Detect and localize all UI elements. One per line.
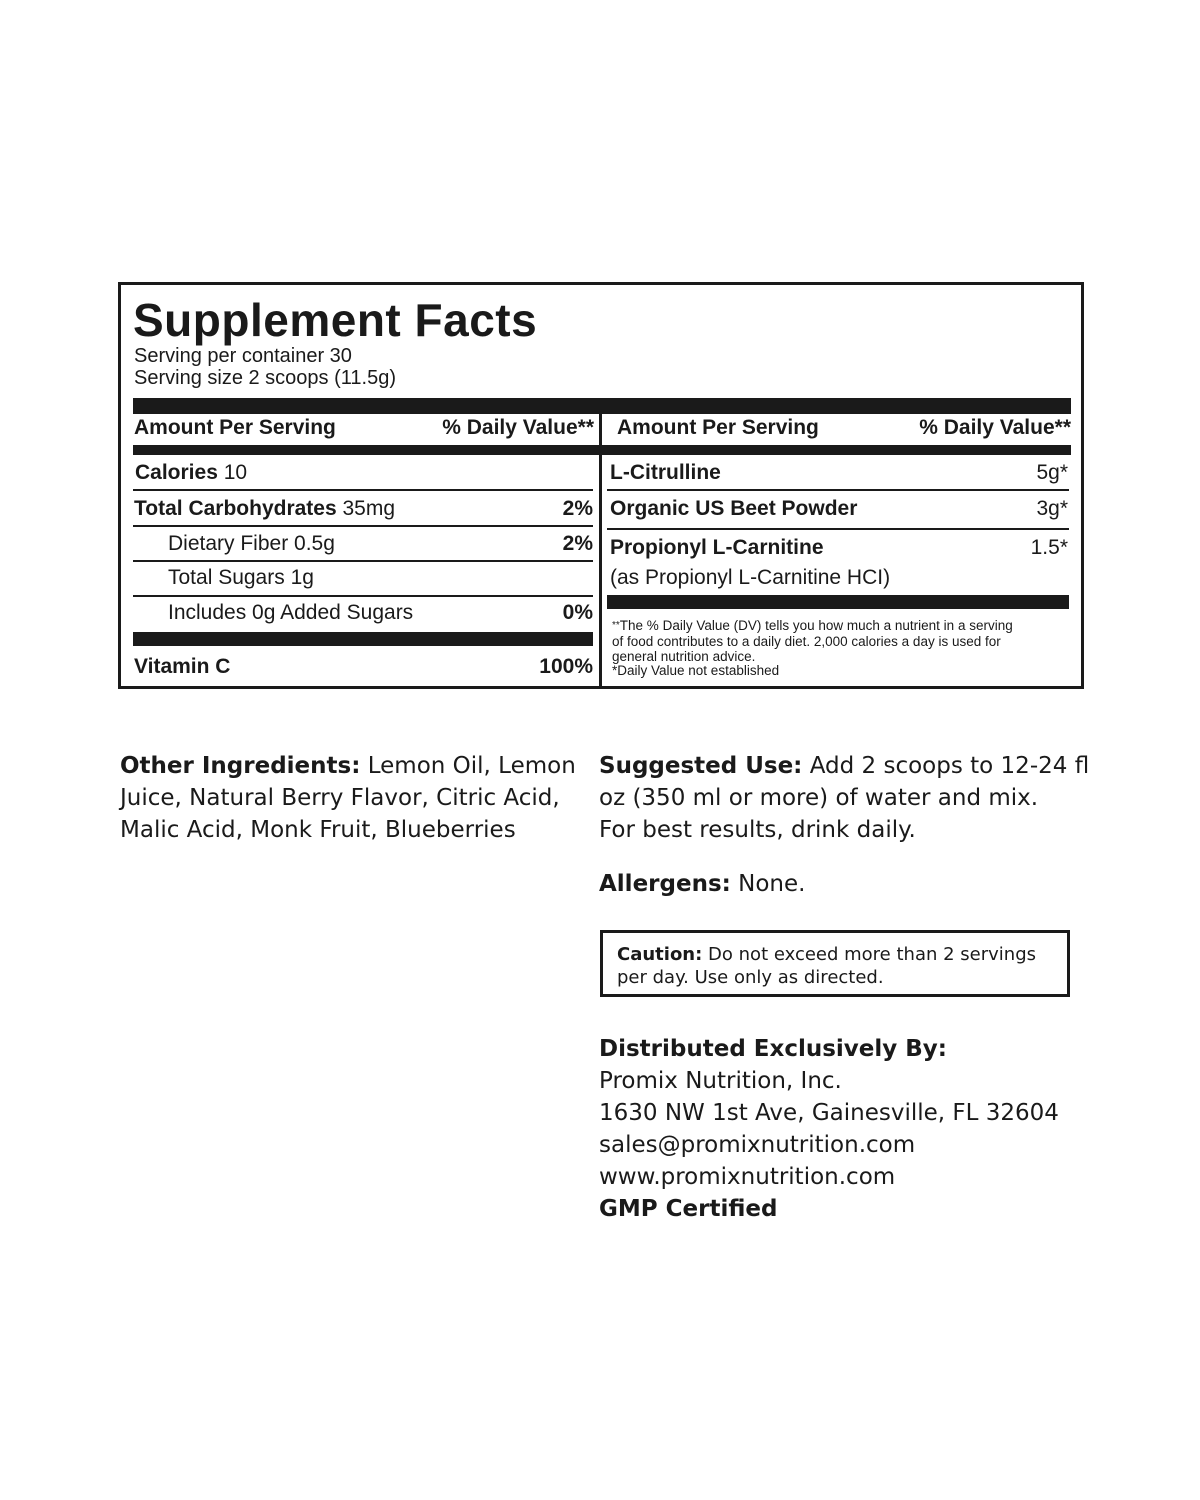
dietary-fiber-dv: 2% bbox=[562, 532, 593, 555]
ingredient-row-l-citrulline: L-Citrulline bbox=[610, 461, 721, 484]
distributor-label: Distributed Exclusively By: bbox=[599, 1036, 947, 1062]
nutrient-row-carbohydrates: Total Carbohydrates 35mg bbox=[134, 497, 396, 520]
l-citrulline-amount: 5g* bbox=[1036, 461, 1068, 484]
caution-text: Caution: Do not exceed more than 2 servings per day. Use only as directed. bbox=[617, 944, 1036, 988]
propionyl-l-carnitine-source: (as Propionyl L-Carnitine HCI) bbox=[610, 566, 891, 589]
right-dv-header: % Daily Value** bbox=[919, 416, 1071, 439]
propionyl-l-carnitine-amount: 1.5* bbox=[1030, 536, 1068, 559]
vitamin-c-dv: 100% bbox=[539, 655, 593, 678]
thick-bar-right bbox=[607, 595, 1069, 609]
thick-bar-left bbox=[133, 632, 593, 646]
row-rule bbox=[133, 595, 593, 597]
nutrient-row-added-sugars: Includes 0g Added Sugars bbox=[168, 601, 414, 624]
distributor-name: Promix Nutrition, Inc. bbox=[599, 1068, 842, 1094]
other-ingredients: Other Ingredients: Lemon Oil, Lemon Juice, Natural Berry Flavor, Citric Acid, Malic Acid, Monk Fruit, Blueberries bbox=[120, 753, 576, 843]
suggested-use-label: Suggested Use: bbox=[599, 753, 803, 779]
thick-bar-top bbox=[133, 398, 1071, 414]
added-sugars-dv: 0% bbox=[562, 601, 593, 624]
left-amount-header: Amount Per Serving bbox=[134, 416, 336, 439]
ingredient-row-beet-powder: Organic US Beet Powder bbox=[610, 497, 858, 520]
footnote-dv-line-1: **The % Daily Value (DV) tells you how much a nutrient in a serving bbox=[612, 618, 1013, 633]
serving-size: Serving size 2 scoops (11.5g) bbox=[134, 367, 396, 389]
caution-box bbox=[600, 930, 1070, 997]
distributor-website: www.promixnutrition.com bbox=[599, 1164, 896, 1190]
footnote-dv-line-2: of food contributes to a daily diet. 2,000 calories a day is used for bbox=[612, 634, 1001, 649]
distributor-address: 1630 NW 1st Ave, Gainesville, FL 32604 bbox=[599, 1100, 1059, 1126]
serving-per-container: Serving per container 30 bbox=[134, 345, 352, 367]
footnote-dv-line-3: general nutrition advice. bbox=[612, 649, 756, 664]
column-divider bbox=[599, 401, 602, 686]
nutrient-row-vitamin-c: Vitamin C bbox=[134, 655, 231, 678]
nutrient-row-total-sugars: Total Sugars 1g bbox=[168, 566, 314, 589]
carbohydrates-dv: 2% bbox=[562, 497, 593, 520]
gmp-certified: GMP Certified bbox=[599, 1196, 778, 1222]
row-rule bbox=[607, 528, 1069, 530]
right-amount-header: Amount Per Serving bbox=[617, 416, 819, 439]
left-dv-header: % Daily Value** bbox=[442, 416, 594, 439]
distributor bbox=[599, 1033, 1059, 1225]
ingredient-row-propionyl-l-carnitine: Propionyl L-Carnitine bbox=[610, 536, 824, 559]
nutrient-row-dietary-fiber: Dietary Fiber 0.5g bbox=[168, 532, 335, 555]
row-rule bbox=[133, 525, 593, 527]
other-ingredients-label: Other Ingredients: bbox=[120, 753, 361, 779]
caution-label: Caution: bbox=[617, 944, 703, 965]
row-rule bbox=[133, 560, 593, 562]
suggested-use: Suggested Use: Add 2 scoops to 12-24 fl oz (350 ml or more) of water and mix. For best results, drink daily. bbox=[599, 753, 1090, 843]
nutrient-row-calories: Calories 10 bbox=[135, 461, 248, 484]
distributor-email: sales@promixnutrition.com bbox=[599, 1132, 916, 1158]
allergens-label: Allergens: bbox=[599, 871, 731, 897]
thick-bar-header bbox=[133, 445, 1071, 455]
allergens: Allergens: None. bbox=[599, 871, 806, 897]
footnote-daily-value-not-established: *Daily Value not established bbox=[612, 663, 780, 678]
row-rule bbox=[133, 489, 593, 491]
facts-title: Supplement Facts bbox=[133, 294, 538, 346]
beet-powder-amount: 3g* bbox=[1036, 497, 1068, 520]
row-rule bbox=[607, 489, 1069, 491]
supplement-facts-panel bbox=[118, 282, 1084, 689]
